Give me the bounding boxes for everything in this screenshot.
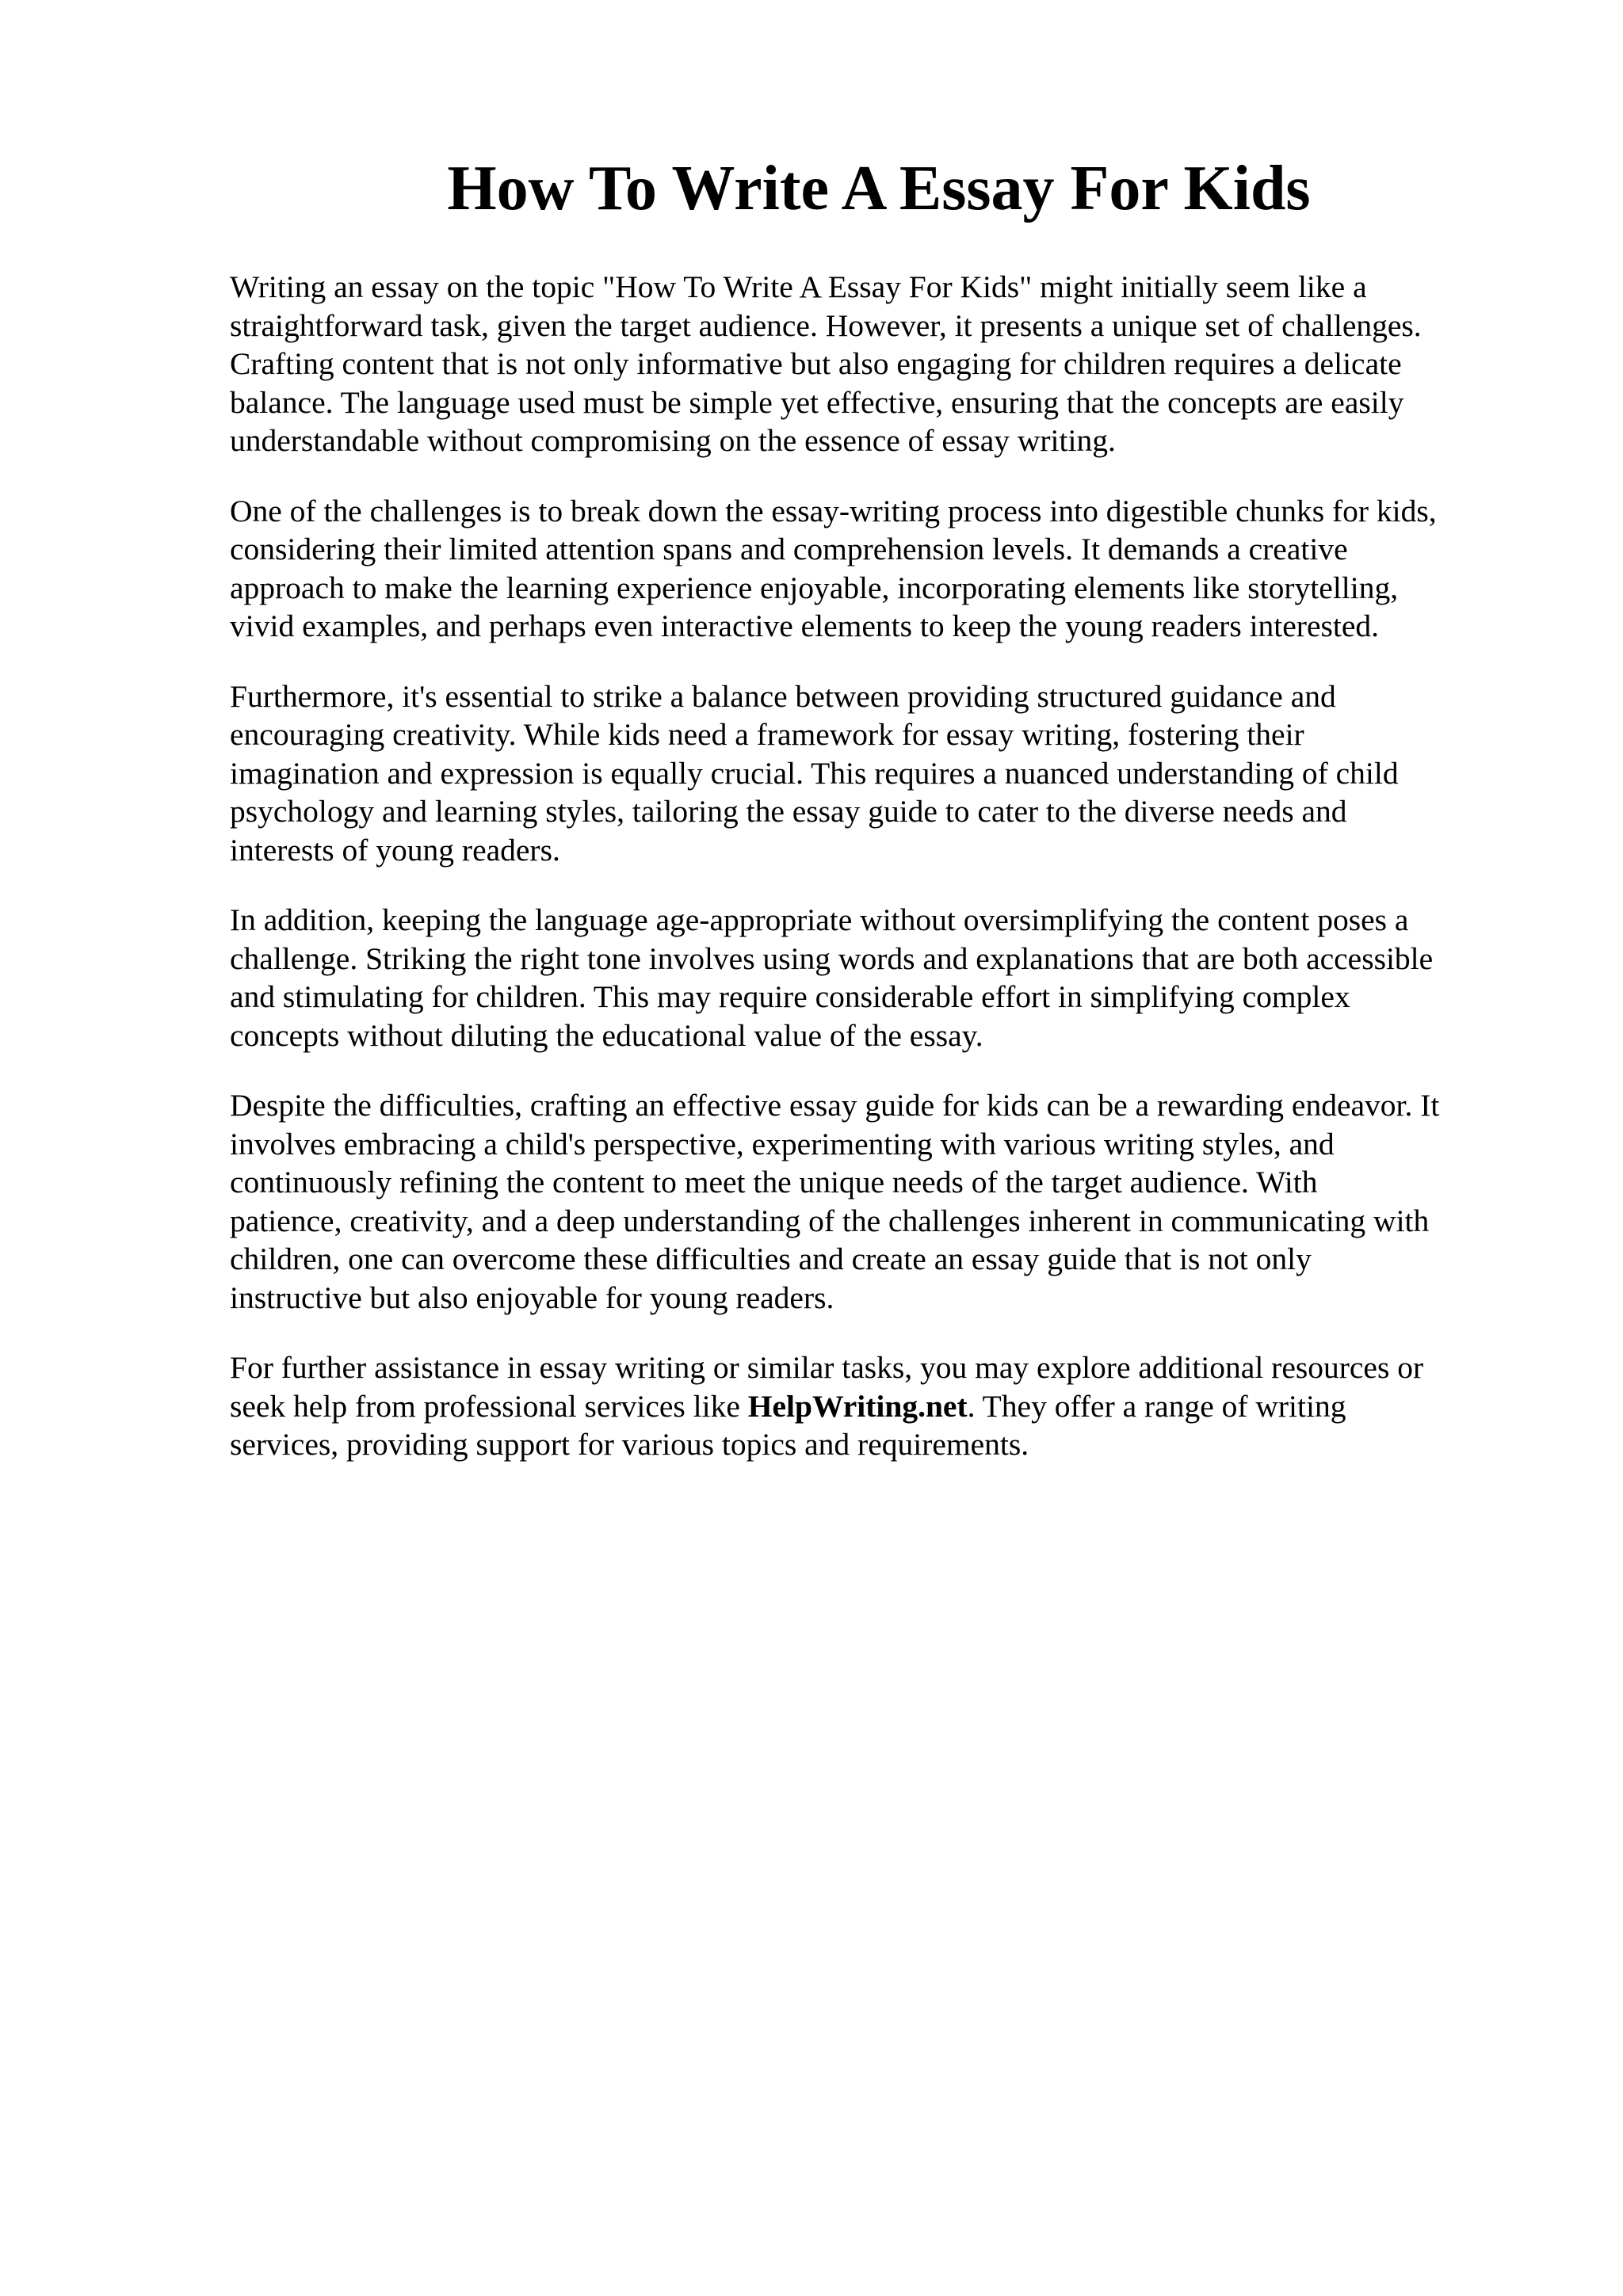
text-line: Crafting content that is not only informative but also engaging for children requires a delicate (230, 346, 1402, 381)
text-line: considering their limited attention spans and comprehension levels. It demands a creative (230, 532, 1348, 566)
text-line: approach to make the learning experience enjoyable, incorporating elements like storytelling, (230, 570, 1399, 605)
text-line: vivid examples, and perhaps even interactive elements to keep the young readers interested. (230, 608, 1379, 643)
text-line: straightforward task, given the target audience. However, it presents a unique set of challenges. (230, 307, 1422, 343)
paragraph-conclusion (230, 1086, 1498, 1317)
text-line: One of the challenges is to break down the essay-writing process into digestible chunks for kids, (230, 493, 1437, 528)
text-line: concepts without diluting the educational value of the essay. (230, 1017, 983, 1053)
text-line: instructive but also enjoyable for young readers. (230, 1280, 834, 1315)
text-line: Despite the difficulties, crafting an effective essay guide for kids can be a rewarding endeavor. It (230, 1088, 1440, 1123)
document-body (230, 268, 1498, 1496)
text-segment: . They offer a range of writing (967, 1388, 1346, 1424)
text-line: balance. The language used must be simple yet effective, ensuring that the concepts are easily (230, 384, 1404, 420)
text-line: continuously refining the content to meet the unique needs of the target audience. With (230, 1165, 1318, 1199)
text-line: services, providing support for various topics and requirements. (230, 1427, 1029, 1462)
paragraph-challenges (230, 492, 1498, 646)
text-line: children, one can overcome these difficulties and create an essay guide that is not only (230, 1241, 1312, 1276)
brand-name: HelpWriting.net (747, 1388, 968, 1424)
text-line: challenge. Striking the right tone involves using words and explanations that are both accessible (230, 940, 1434, 976)
paragraph-language (230, 901, 1498, 1055)
paragraph-intro (230, 268, 1498, 460)
paragraph-balance (230, 677, 1498, 870)
text-line: In addition, keeping the language age-appropriate without oversimplifying the content poses a (230, 902, 1409, 937)
text-line: patience, creativity, and a deep understanding of the challenges inherent in communicating with (230, 1203, 1430, 1238)
text-line: encouraging creativity. While kids need a framework for essay writing, fostering their (230, 717, 1304, 752)
text-line (230, 1387, 1498, 1426)
document-title: How To Write A Essay For Kids (447, 154, 1311, 223)
text-line: For further assistance in essay writing or similar tasks, you may explore additional resources or (230, 1350, 1424, 1385)
text-line: and stimulating for children. This may require considerable effort in simplifying complex (230, 979, 1350, 1014)
text-segment: seek help from professional services like (230, 1388, 748, 1424)
text-line: understandable without compromising on the essence of essay writing. (230, 423, 1116, 458)
text-line: Writing an essay on the topic "How To Write A Essay For Kids" might initially seem like a (230, 269, 1367, 304)
text-line: involves embracing a child's perspective, experimenting with various writing styles, and (230, 1126, 1335, 1161)
text-line: psychology and learning styles, tailoring the essay guide to cater to the diverse needs and (230, 794, 1347, 829)
text-line: interests of young readers. (230, 832, 560, 868)
text-line: imagination and expression is equally crucial. This requires a nuanced understanding of child (230, 755, 1399, 791)
paragraph-closing (230, 1348, 1498, 1464)
text-line: Furthermore, it's essential to strike a balance between providing structured guidance and (230, 678, 1336, 714)
